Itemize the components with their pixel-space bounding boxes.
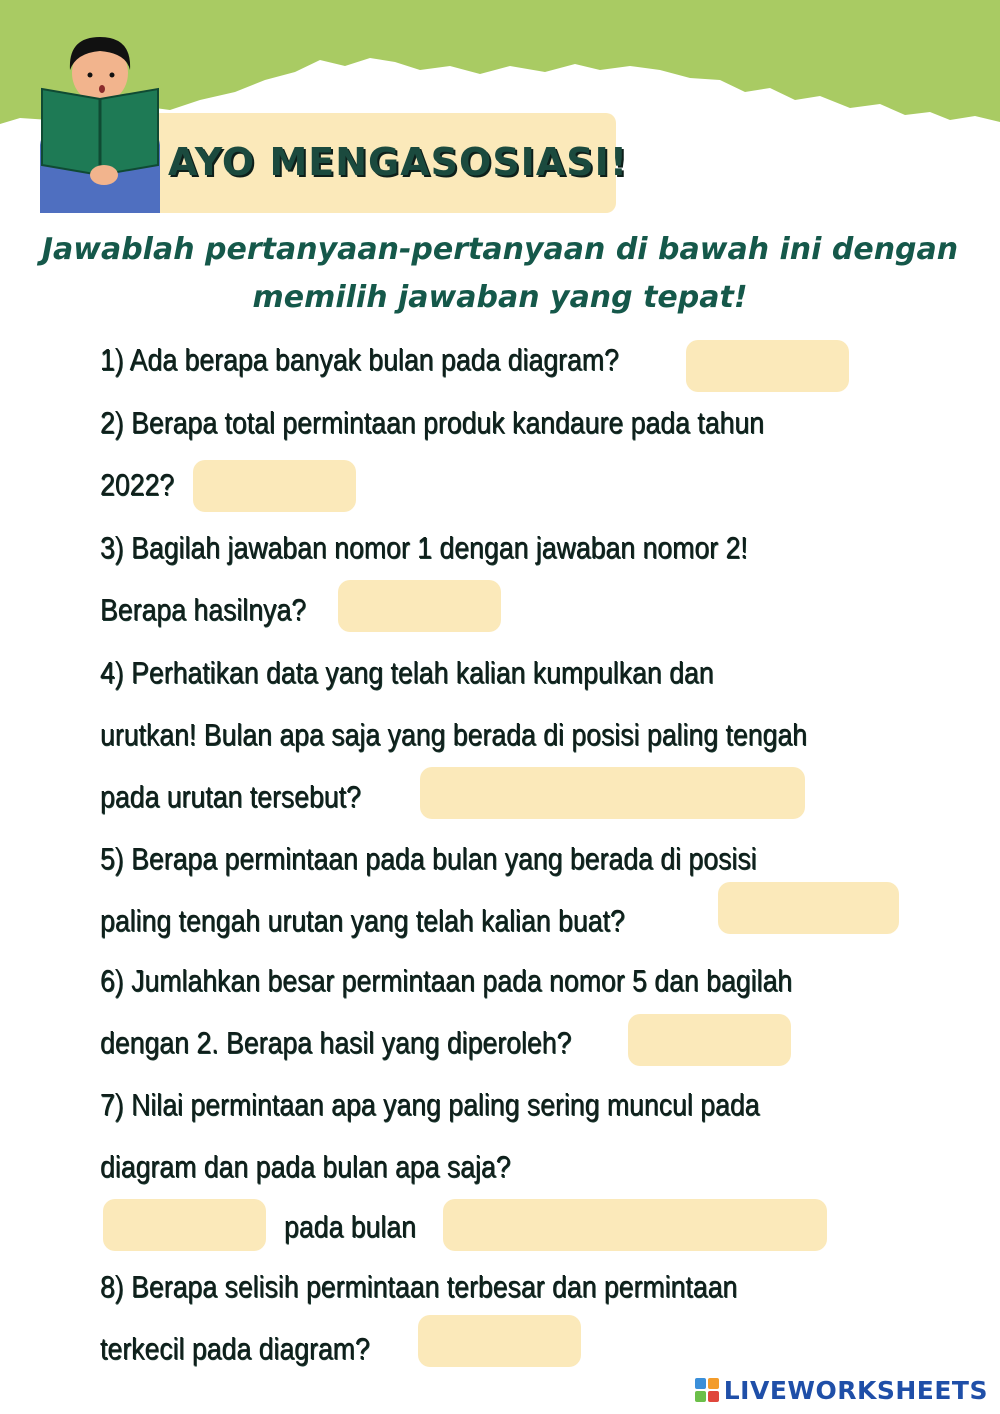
- answer-box-5[interactable]: [718, 882, 899, 934]
- answer-box-7-month[interactable]: [443, 1199, 827, 1251]
- answer-box-2[interactable]: [193, 460, 356, 512]
- question-8-line-2: terkecil pada diagram?: [100, 1331, 370, 1366]
- liveworksheets-logo-icon: [694, 1377, 720, 1403]
- answer-box-7-value[interactable]: [103, 1199, 266, 1251]
- answer-box-6[interactable]: [628, 1014, 791, 1066]
- question-2-line-2: 2022?: [100, 467, 175, 502]
- question-8-line-1: 8) Berapa selisih permintaan terbesar dan permintaan: [100, 1269, 738, 1304]
- question-5-line-1: 5) Berapa permintaan pada bulan yang berada di posisi: [100, 841, 757, 876]
- question-1: 1) Ada berapa banyak bulan pada diagram?: [100, 342, 619, 377]
- answer-box-1[interactable]: [686, 340, 849, 392]
- question-2-line-1: 2) Berapa total permintaan produk kandaure pada tahun: [100, 405, 765, 440]
- question-5-line-2: paling tengah urutan yang telah kalian buat?: [100, 903, 625, 938]
- question-7-line-1: 7) Nilai permintaan apa yang paling sering muncul pada: [100, 1087, 760, 1122]
- instruction-text: Jawablah pertanyaan-pertanyaan di bawah ini dengan memilih jawaban yang tepat!: [41, 232, 959, 315]
- question-3-line-2: Berapa hasilnya?: [100, 592, 307, 627]
- question-4-line-3: pada urutan tersebut?: [100, 779, 361, 814]
- question-3-line-1: 3) Bagilah jawaban nomor 1 dengan jawaban nomor 2!: [100, 530, 748, 565]
- answer-box-4[interactable]: [420, 767, 805, 819]
- question-6-line-1: 6) Jumlahkan besar permintaan pada nomor 5 dan bagilah: [100, 963, 793, 998]
- question-7-line-2: diagram dan pada bulan apa saja?: [100, 1149, 511, 1184]
- question-4-line-2: urutkan! Bulan apa saja yang berada di posisi paling tengah: [100, 717, 808, 752]
- answer-box-3[interactable]: [338, 580, 501, 632]
- reading-student-icon: [30, 25, 170, 215]
- question-6-line-2: dengan 2. Berapa hasil yang diperoleh?: [100, 1025, 572, 1060]
- question-4-line-1: 4) Perhatikan data yang telah kalian kumpulkan dan: [100, 655, 714, 690]
- answer-box-8[interactable]: [418, 1315, 581, 1367]
- page-title: AYO MENGASOSIASI!: [168, 140, 629, 184]
- question-7-month-label: pada bulan: [284, 1209, 416, 1244]
- footer-brand-text: LIVEWORKSHEETS: [723, 1375, 988, 1405]
- footer-brand: [694, 1372, 988, 1408]
